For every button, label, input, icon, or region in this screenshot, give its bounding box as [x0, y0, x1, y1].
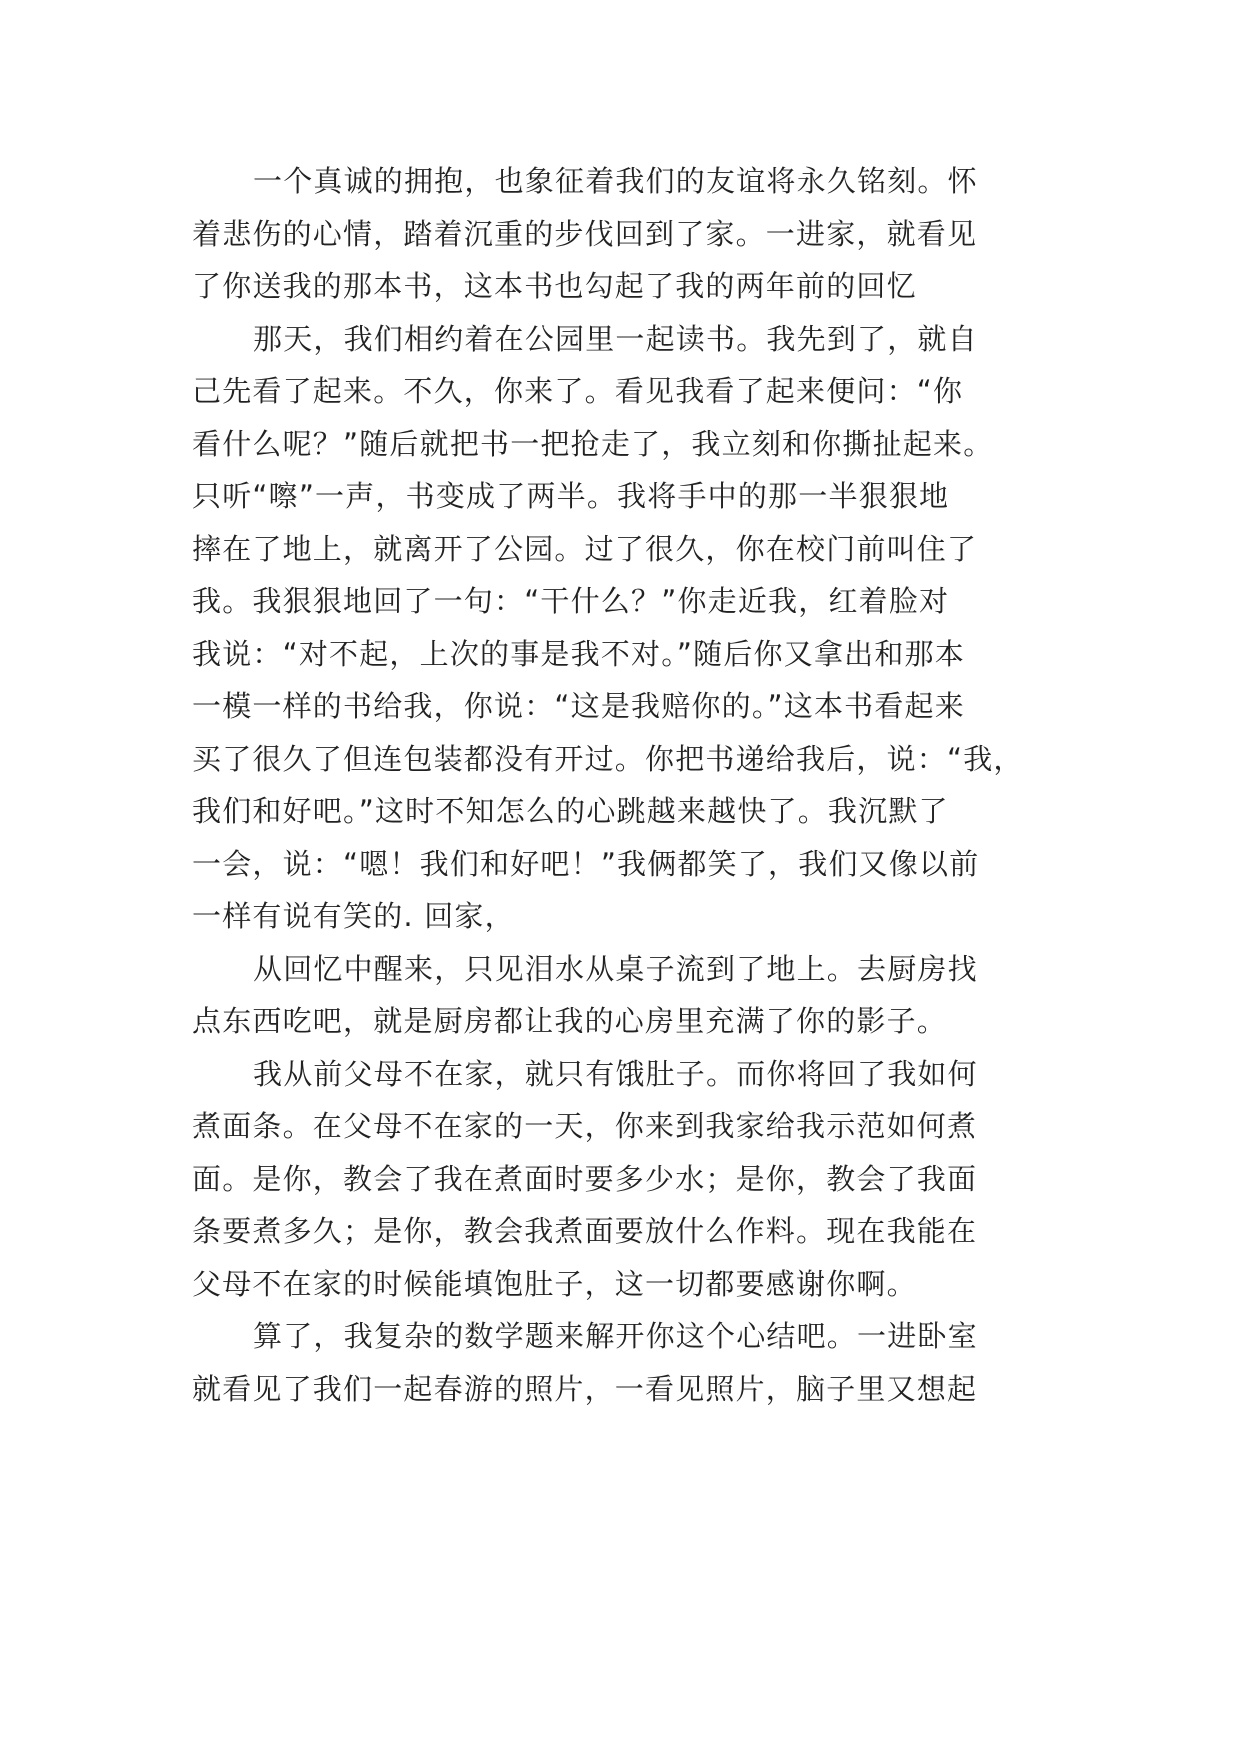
- text-line: 我们和好吧。”这时不知怎么的心跳越来越快了。我沉默了: [192, 794, 949, 828]
- text-line: 算了，我复杂的数学题来解开你这个心结吧。一进卧室: [253, 1319, 978, 1353]
- text-line: 那天，我们相约着在公园里一起读书。我先到了，就自: [253, 321, 978, 356]
- body-text: [192, 155, 1052, 1415]
- text-line: 面。是你，教会了我在煮面时要多少水；是你，教会了我面: [192, 1161, 978, 1196]
- text-line: 就看见了我们一起春游的照片，一看见照片，脑子里又想起: [192, 1371, 978, 1406]
- text-line: 着悲伤的心情，踏着沉重的步伐回到了家。一进家，就看见: [192, 216, 978, 251]
- paragraph-3: [192, 943, 1052, 1048]
- text-line: 我。我狠狠地回了一句：“干什么？”你走近我，红着脸对: [192, 584, 950, 618]
- text-line: 摔在了地上，就离开了公园。过了很久，你在校门前叫住了: [192, 531, 978, 566]
- text-line: 一个真诚的拥抱，也象征着我们的友谊将永久铭刻。怀: [253, 164, 978, 198]
- paragraph-5: [192, 1310, 1052, 1415]
- text-line: 我说：“对不起，上次的事是我不对。”随后你又拿出和那本: [192, 636, 965, 671]
- text-line: 己先看了起来。不久，你来了。看见我看了起来便问：“你: [192, 374, 964, 408]
- text-line: 我从前父母不在家，就只有饿肚子。而你将回了我如何: [253, 1056, 978, 1091]
- text-line: 从回忆中醒来，只见泪水从桌子流到了地上。去厨房找: [253, 951, 978, 986]
- text-line: 条要煮多久；是你，教会我煮面要放什么作料。现在我能在: [192, 1214, 978, 1248]
- text-line: 煮面条。在父母不在家的一天，你来到我家给我示范如何煮: [192, 1109, 978, 1143]
- text-line: 一模一样的书给我，你说：“这是我赔你的。”这本书看起来: [192, 689, 965, 723]
- text-line: 了你送我的那本书，这本书也勾起了我的两年前的回忆: [192, 269, 917, 303]
- paragraph-4: [192, 1048, 1052, 1311]
- text-line: 一会，说：“嗯！我们和好吧！”我俩都笑了，我们又像以前: [192, 846, 980, 881]
- paragraph-1: [192, 155, 1052, 313]
- text-line: 只听“嚓”一声，书变成了两半。我将手中的那一半狠狠地: [192, 479, 950, 513]
- text-line: 点东西吃吧，就是厨房都让我的心房里充满了你的影子。: [192, 1004, 948, 1038]
- text-line: 看什么呢？”随后就把书一把抢走了，我立刻和你撕扯起来。: [192, 426, 994, 461]
- text-line: 买了很久了但连包装都没有开过。你把书递给我后，说：“我，: [192, 741, 1024, 776]
- text-line: 一样有说有笑的. 回家，: [192, 899, 515, 933]
- paragraph-2: [192, 313, 1052, 943]
- text-line: 父母不在家的时候能填饱肚子，这一切都要感谢你啊。: [192, 1266, 917, 1301]
